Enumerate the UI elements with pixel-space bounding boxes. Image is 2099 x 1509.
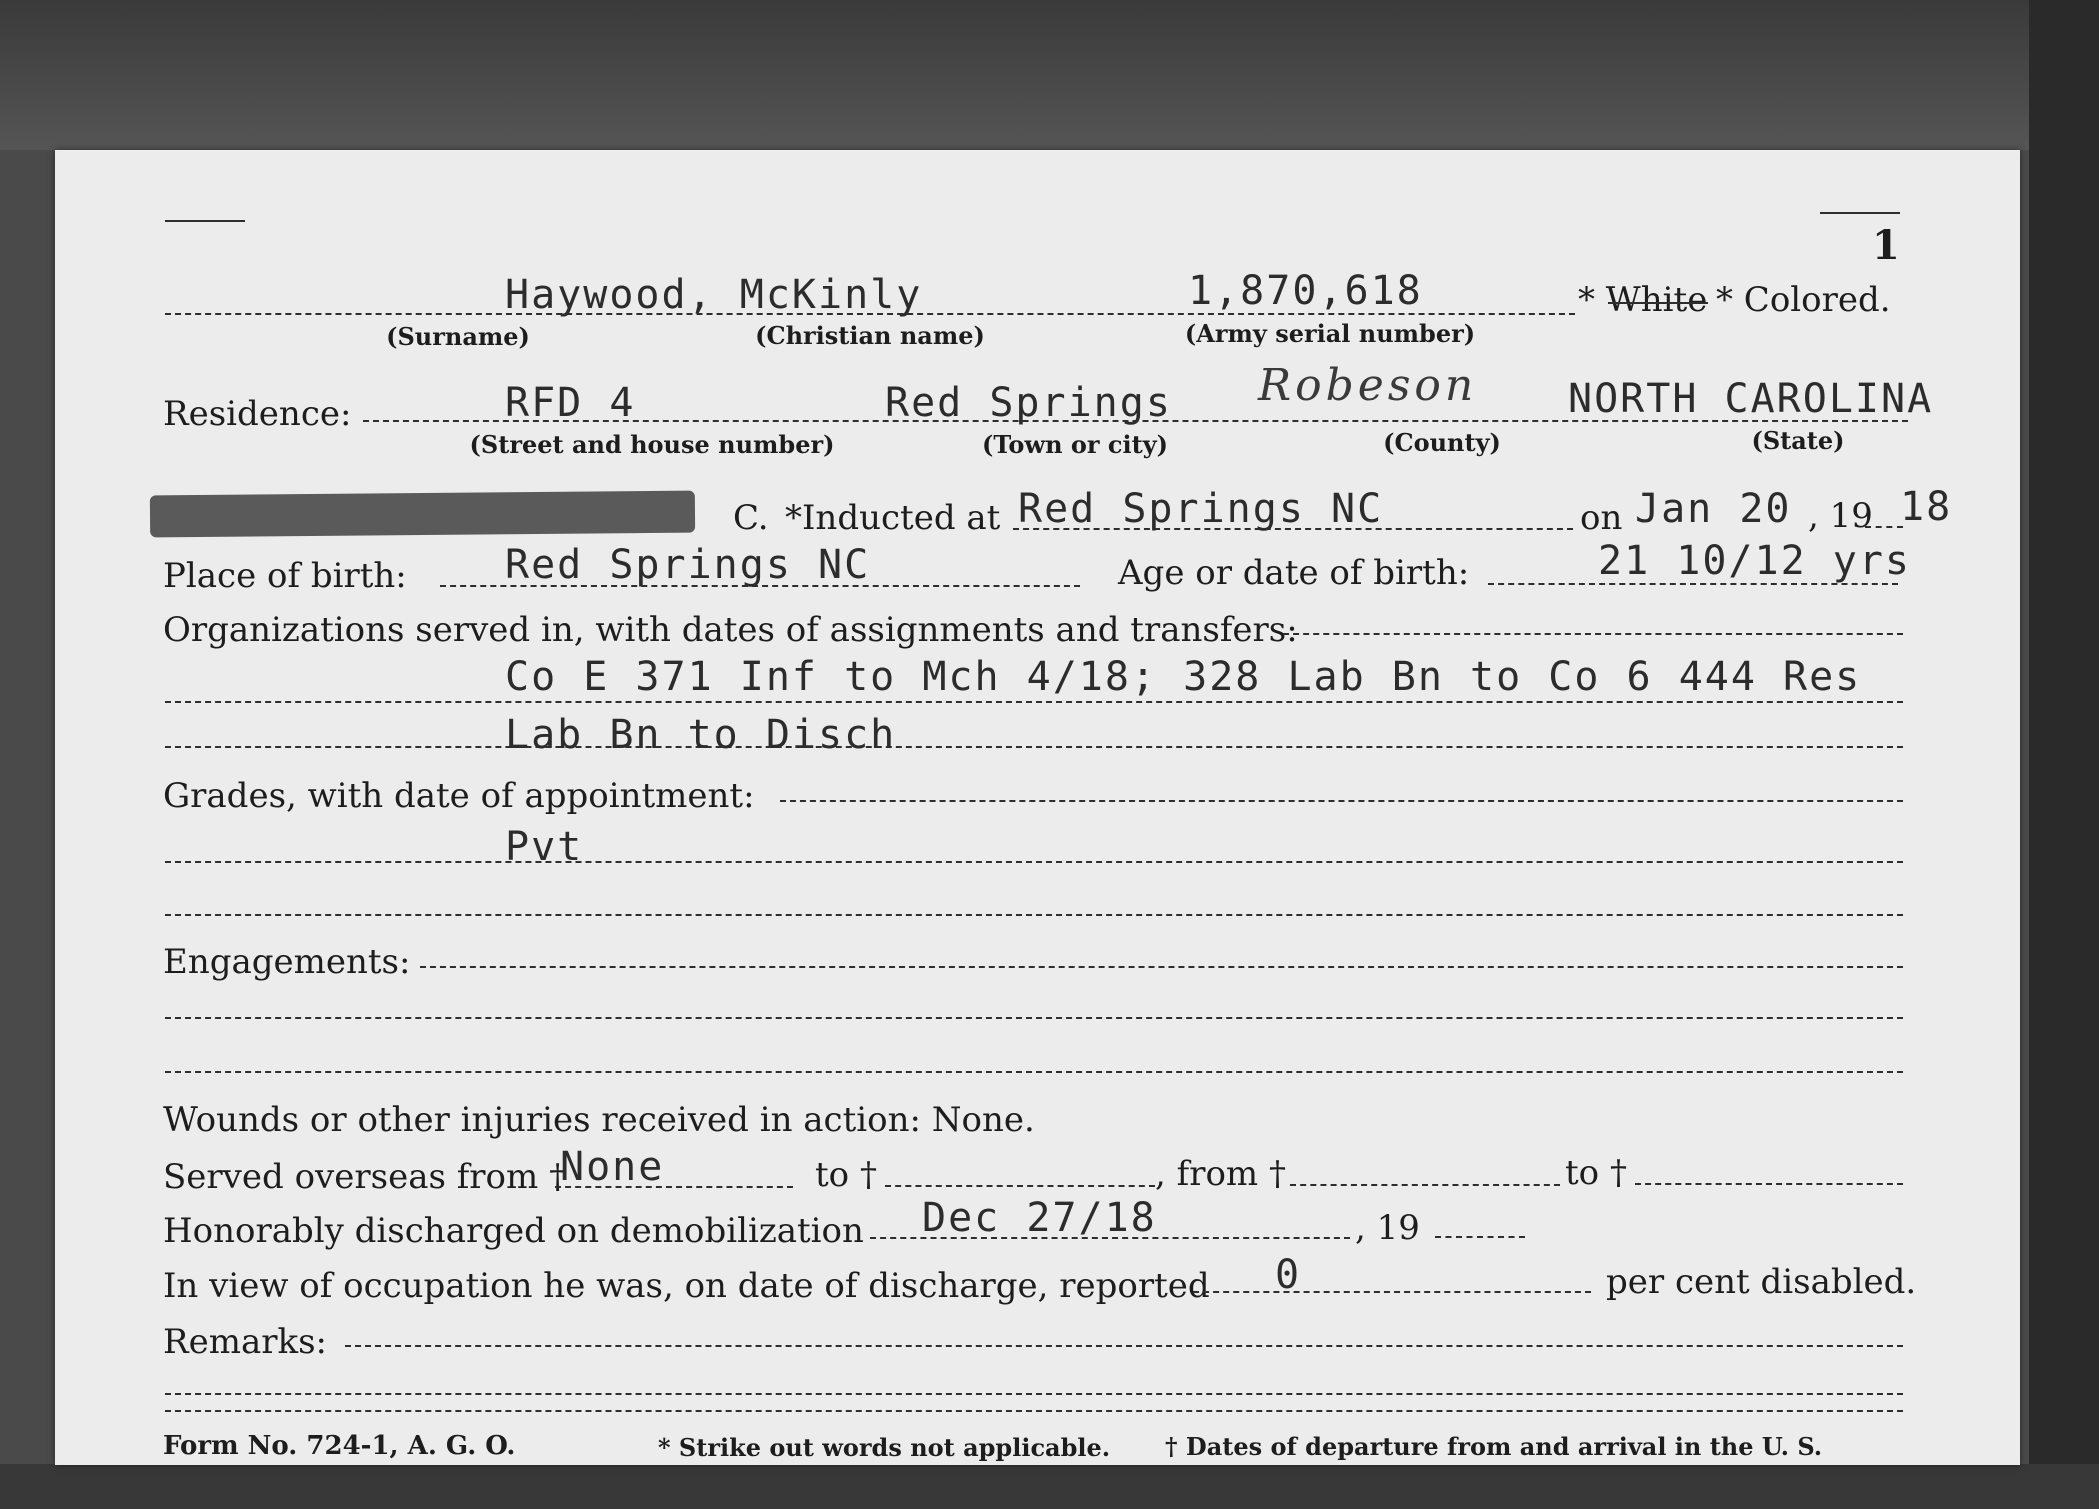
town-caption: (Town or city) <box>981 430 1169 459</box>
engagements-label: Engagements: <box>163 942 411 982</box>
top-left-rule <box>165 220 245 222</box>
organizations-line-2: Lab Bn to Disch <box>505 712 897 758</box>
remarks-rule-1 <box>165 1393 1903 1395</box>
discharge-date-value: Dec 27/18 <box>922 1195 1157 1241</box>
residence-label: Residence: <box>163 394 352 434</box>
state-caption: (State) <box>1751 426 1845 455</box>
residence-town-value: Red Springs <box>885 380 1172 426</box>
overseas-to1-rule <box>885 1185 1155 1187</box>
discharge-label: Honorably discharged on demobilization <box>163 1211 864 1251</box>
inducted-place-value: Red Springs NC <box>1018 486 1384 532</box>
organizations-rule-0 <box>1283 633 1903 635</box>
grades-rule-0 <box>780 800 1903 802</box>
place-of-birth-label: Place of birth: <box>163 556 407 596</box>
inducted-year-rule <box>1865 526 1903 528</box>
county-caption: (County) <box>1383 428 1501 457</box>
organizations-line-1: Co E 371 Inf to Mch 4/18; 328 Lab Bn to Co 6 444 Res <box>505 654 1862 700</box>
age-label: Age or date of birth: <box>1118 553 1470 593</box>
overseas-to2-rule <box>1635 1183 1903 1185</box>
disability-value: 0 <box>1275 1252 1302 1298</box>
serial-caption: (Army serial number) <box>1184 319 1476 348</box>
remarks-label: Remarks: <box>163 1322 327 1362</box>
enlisted-c-text: C. <box>733 498 769 538</box>
organizations-label: Organizations served in, with dates of assignments and transfers: <box>163 610 1298 650</box>
engagements-rule-0 <box>420 966 1903 968</box>
inducted-date-value: Jan 20 <box>1635 486 1792 532</box>
overseas-from2-rule <box>1290 1184 1560 1186</box>
street-caption: (Street and house number) <box>469 430 835 459</box>
discharge-year-rule <box>1435 1236 1525 1238</box>
white-strike <box>1608 302 1708 304</box>
overseas-to1-label: to † <box>815 1155 877 1195</box>
scan-background-right <box>2029 0 2099 1509</box>
organizations-rule-1 <box>165 701 1903 703</box>
overseas-label: Served overseas from † <box>163 1157 567 1197</box>
army-serial-value: 1,870,618 <box>1188 268 1423 314</box>
place-of-birth-value: Red Springs NC <box>505 542 871 588</box>
inducted-year-value: 18 <box>1900 484 1953 530</box>
inducted-label: *Inducted at <box>785 498 1001 538</box>
scan-background-bottom <box>0 1464 2099 1509</box>
inducted-year-prefix: , 19 <box>1808 496 1873 536</box>
christian-name-caption: (Christian name) <box>755 321 985 350</box>
surname-caption: (Surname) <box>386 322 530 351</box>
top-right-rule <box>1820 212 1900 214</box>
race-colored: * Colored. <box>1716 280 1891 320</box>
race-white: * White <box>1578 280 1708 320</box>
overseas-from2-label: , from † <box>1155 1154 1286 1194</box>
card-number: 1 <box>1872 222 1900 269</box>
strikeout-smudge <box>150 491 695 538</box>
disability-label: In view of occupation he was, on date of discharge, reported <box>163 1266 1210 1306</box>
residence-state-value: NORTH CAROLINA <box>1568 376 1934 422</box>
overseas-to2-label: to † <box>1565 1153 1627 1193</box>
age-value: 21 10/12 yrs <box>1598 538 1911 584</box>
residence-county-value: Robeson <box>1258 360 1478 411</box>
discharge-year-prefix: , 19 <box>1355 1208 1420 1248</box>
strike-out-note: * Strike out words not applicable. <box>658 1433 1111 1462</box>
scan-background-top <box>0 0 2099 150</box>
grade-value: Pvt <box>505 824 584 870</box>
form-number: Form No. 724-1, A. G. O. <box>163 1431 516 1461</box>
disability-suffix: per cent disabled. <box>1606 1262 1917 1302</box>
on-label: on <box>1580 498 1623 538</box>
disability-rule <box>1193 1291 1591 1293</box>
remarks-rule-0 <box>345 1345 1903 1347</box>
engagements-rule-2 <box>165 1071 1903 1073</box>
dates-note: † Dates of departure from and arrival in the U. S. <box>1165 1432 1823 1461</box>
grades-rule-1 <box>165 861 1903 863</box>
surname-christian-value: Haywood, McKinly <box>505 272 923 318</box>
engagements-rule-1 <box>165 1017 1903 1019</box>
grades-label: Grades, with date of appointment: <box>163 776 755 816</box>
wounds-text: Wounds or other injuries received in action: None. <box>163 1100 1035 1140</box>
remarks-rule-2 <box>165 1410 1903 1412</box>
organizations-rule-2 <box>165 746 1903 748</box>
residence-street-value: RFD 4 <box>505 380 636 426</box>
grades-rule-2 <box>165 914 1903 916</box>
overseas-from1-value: None <box>560 1144 665 1190</box>
